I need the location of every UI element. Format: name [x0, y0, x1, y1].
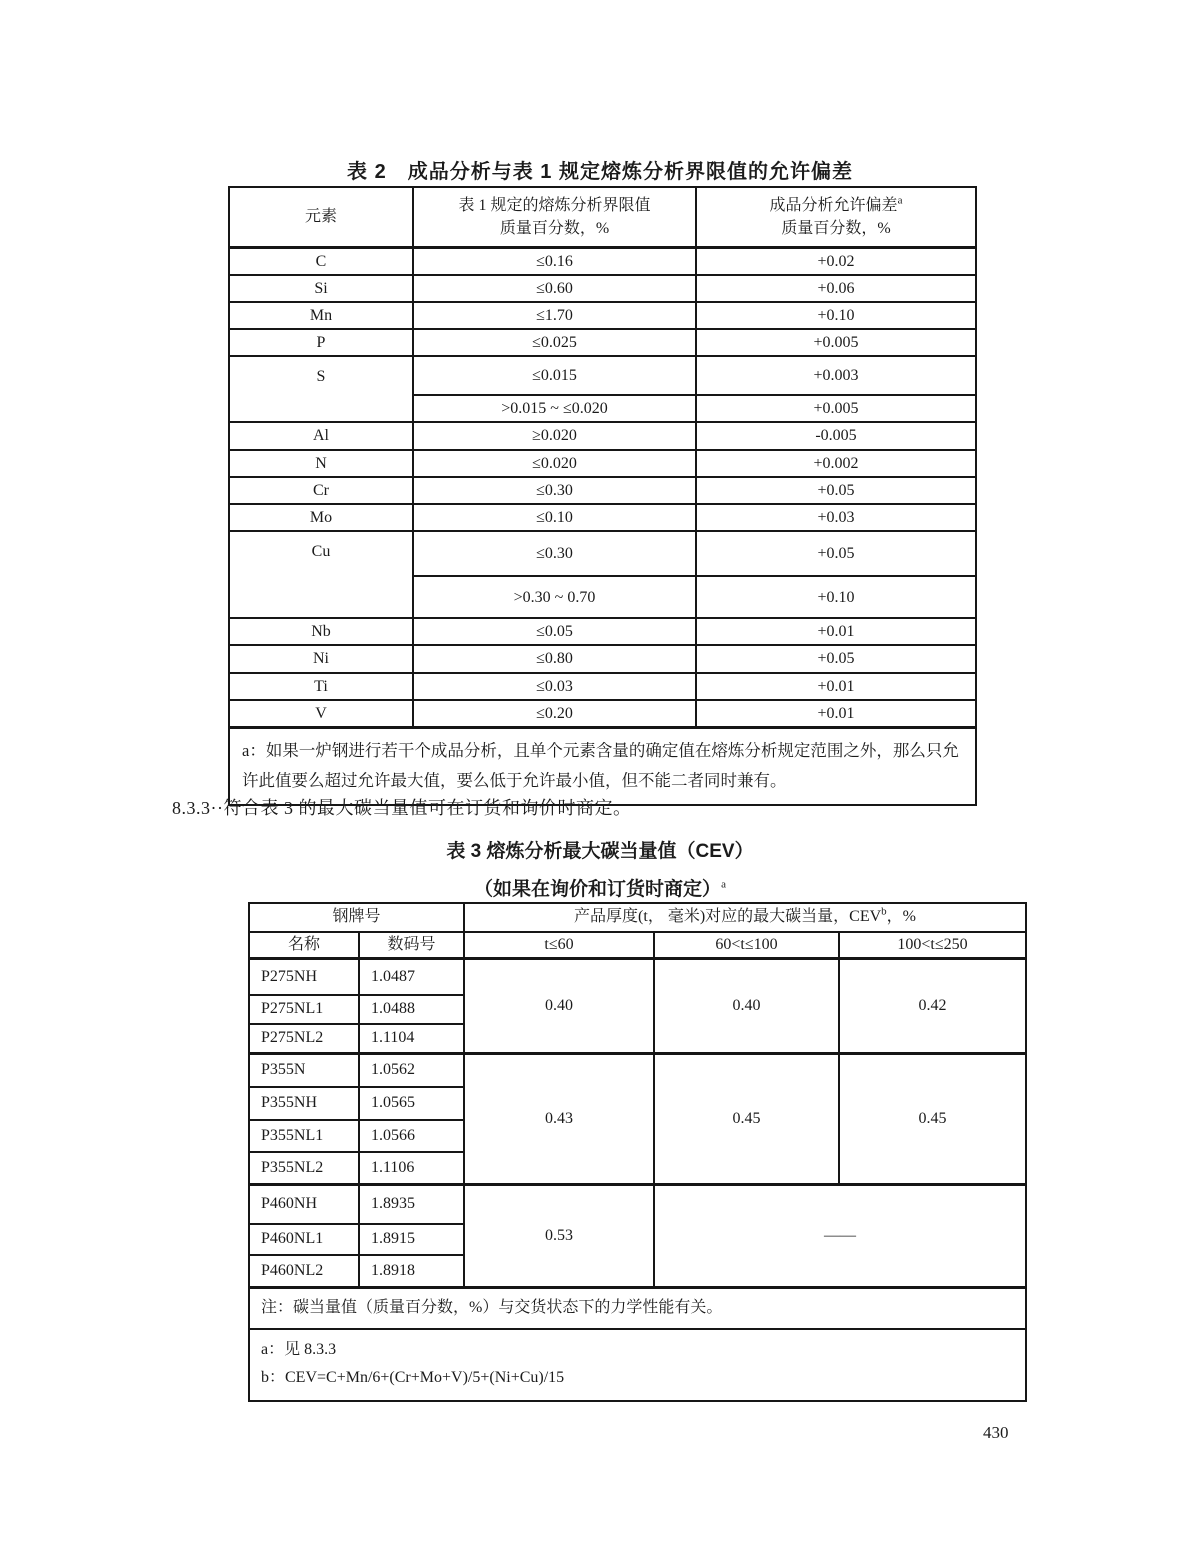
limit-cell: ≤0.30	[413, 477, 696, 504]
deviation-cell: +0.003	[696, 356, 976, 395]
table2-header-deviation-line2: 质量百分数，%	[781, 219, 891, 237]
grade-number-cell: 1.0562	[359, 1054, 464, 1087]
element-cell: Ti	[229, 673, 413, 700]
deviation-cell: +0.002	[696, 450, 976, 477]
table2-row	[229, 504, 976, 531]
deviation-cell: +0.01	[696, 673, 976, 700]
cev-value-cell: 0.45	[839, 1054, 1026, 1185]
limit-cell: ≤0.015	[413, 356, 696, 395]
cev-value-cell: 0.42	[839, 959, 1026, 1054]
table3-header-t60: t≤60	[464, 932, 654, 959]
grade-name-cell: P275NL1	[249, 995, 359, 1024]
limit-cell: ≤0.16	[413, 247, 696, 275]
element-cell: V	[229, 700, 413, 728]
limit-cell: ≤0.025	[413, 329, 696, 356]
limit-cell: ≤0.10	[413, 504, 696, 531]
grade-number-cell: 1.0488	[359, 995, 464, 1024]
table2-title: 表 2 成品分析与表 1 规定熔炼分析界限值的允许偏差	[347, 161, 853, 183]
element-cell: Mn	[229, 302, 413, 329]
element-cell: C	[229, 247, 413, 275]
grade-name-cell: P275NL2	[249, 1024, 359, 1054]
grade-name-cell: P355NL1	[249, 1120, 359, 1152]
element-cell: S	[229, 356, 413, 422]
table3-header-t250: 100<t≤250	[839, 932, 1026, 959]
element-cell: Cu	[229, 531, 413, 618]
table3-footnotes	[249, 1329, 1026, 1401]
table2-row	[229, 329, 976, 356]
table2-row	[229, 645, 976, 672]
deviation-cell: +0.01	[696, 700, 976, 728]
deviation-cell: +0.10	[696, 576, 976, 618]
table2-row	[229, 673, 976, 700]
cev-value-cell: 0.43	[464, 1054, 654, 1185]
table2-row	[229, 618, 976, 645]
element-cell: Mo	[229, 504, 413, 531]
limit-cell: ≤0.03	[413, 673, 696, 700]
deviation-cell: +0.005	[696, 395, 976, 422]
table2-row	[229, 247, 976, 275]
limit-cell: >0.30 ~ 0.70	[413, 576, 696, 618]
deviation-cell: +0.06	[696, 275, 976, 302]
deviation-cell: +0.02	[696, 247, 976, 275]
page-number: 430	[983, 1423, 1009, 1442]
table2-row	[229, 356, 976, 395]
limit-cell: ≤1.70	[413, 302, 696, 329]
deviation-cell: +0.03	[696, 504, 976, 531]
table2-header-limit	[413, 187, 696, 247]
grade-name-cell: P460NL2	[249, 1255, 359, 1288]
table2-header-deviation	[696, 187, 976, 247]
table3-row	[249, 1054, 1026, 1087]
grade-number-cell: 1.0487	[359, 959, 464, 995]
section-8-3-3-paragraph: 8.3.3··符合表 3 的最大碳当量值可在订货和询价时商定。	[172, 798, 632, 818]
grade-name-cell: P355N	[249, 1054, 359, 1087]
cev-value-cell: 0.40	[654, 959, 839, 1054]
table3	[248, 902, 1027, 1402]
table2	[228, 186, 977, 806]
element-cell: Al	[229, 422, 413, 449]
grade-name-cell: P275NH	[249, 959, 359, 995]
element-cell: Ni	[229, 645, 413, 672]
limit-cell: ≤0.60	[413, 275, 696, 302]
table3-note-row	[249, 1288, 1026, 1329]
grade-number-cell: 1.1104	[359, 1024, 464, 1054]
table2-header-row	[229, 187, 976, 247]
cev-dash-cell: ——	[654, 1185, 1026, 1288]
table3-footnote-b: b：CEV=C+Mn/6+(Cr+Mo+V)/5+(Ni+Cu)/15	[261, 1368, 565, 1386]
cev-value-cell: 0.40	[464, 959, 654, 1054]
table2-header-deviation-line1: 成品分析允许偏差$^a$	[769, 194, 903, 214]
limit-cell: >0.015 ~ ≤0.020	[413, 395, 696, 422]
table3-title-line2: （如果在询价和订货时商定）$^a$	[474, 878, 726, 900]
table3-header-grade: 钢牌号	[249, 903, 464, 932]
grade-name-cell: P460NH	[249, 1185, 359, 1224]
footnote-marker-b: b	[881, 905, 887, 918]
table3-row	[249, 1185, 1026, 1224]
grade-number-cell: 1.0566	[359, 1120, 464, 1152]
limit-cell: ≤0.80	[413, 645, 696, 672]
table3-footnote-row	[249, 1329, 1026, 1401]
footnote-marker-a: a	[897, 194, 903, 207]
limit-cell: ≤0.30	[413, 531, 696, 576]
grade-name-cell: P355NL2	[249, 1152, 359, 1185]
table3-footnote-a: a：见 8.3.3	[261, 1340, 337, 1358]
deviation-cell: +0.10	[696, 302, 976, 329]
table2-header-limit-line1: 表 1 规定的熔炼分析界限值	[458, 196, 651, 214]
table2-header-element: 元素	[229, 187, 413, 247]
table2-footnote: a：如果一炉钢进行若干个成品分析，且单个元素含量的确定值在熔炼分析规定范围之外，那么只允许此值要么超过允许最大值，要么低于允许最小值，但不能二者同时兼有。	[229, 727, 976, 805]
grade-number-cell: 1.1106	[359, 1152, 464, 1185]
table3-title-line1: 表 3 熔炼分析最大碳当量值（CEV）	[446, 841, 754, 862]
element-cell: N	[229, 450, 413, 477]
table2-row	[229, 422, 976, 449]
table2-row	[229, 531, 976, 576]
grade-number-cell: 1.8935	[359, 1185, 464, 1224]
element-cell: P	[229, 329, 413, 356]
table3-header-number: 数码号	[359, 932, 464, 959]
deviation-cell: +0.005	[696, 329, 976, 356]
table2-row	[229, 477, 976, 504]
deviation-cell: -0.005	[696, 422, 976, 449]
element-cell: Si	[229, 275, 413, 302]
limit-cell: ≤0.05	[413, 618, 696, 645]
deviation-cell: +0.05	[696, 477, 976, 504]
deviation-cell: +0.05	[696, 645, 976, 672]
table3-header-row1	[249, 903, 1026, 932]
table3-header-cev: 产品厚度(t， 毫米)对应的最大碳当量，CEV$^b$，%	[464, 903, 1026, 932]
deviation-cell: +0.05	[696, 531, 976, 576]
grade-number-cell: 1.8918	[359, 1255, 464, 1288]
table3-header-name: 名称	[249, 932, 359, 959]
table2-row	[229, 450, 976, 477]
limit-cell: ≥0.020	[413, 422, 696, 449]
table2-header-limit-line2: 质量百分数，%	[499, 219, 610, 237]
grade-name-cell: P355NH	[249, 1087, 359, 1120]
table2-row	[229, 275, 976, 302]
limit-cell: ≤0.020	[413, 450, 696, 477]
grade-number-cell: 1.8915	[359, 1224, 464, 1255]
element-cell: Nb	[229, 618, 413, 645]
table3-header-row2	[249, 932, 1026, 959]
cev-value-cell: 0.53	[464, 1185, 654, 1288]
table3-header-t100: 60<t≤100	[654, 932, 839, 959]
footnote-marker-a: a	[721, 878, 726, 891]
limit-cell: ≤0.20	[413, 700, 696, 728]
table3-row	[249, 959, 1026, 995]
table2-row	[229, 700, 976, 728]
table2-row	[229, 302, 976, 329]
deviation-cell: +0.01	[696, 618, 976, 645]
grade-name-cell: P460NL1	[249, 1224, 359, 1255]
grade-number-cell: 1.0565	[359, 1087, 464, 1120]
element-cell: Cr	[229, 477, 413, 504]
cev-value-cell: 0.45	[654, 1054, 839, 1185]
table3-note: 注：碳当量值（质量百分数，%）与交货状态下的力学性能有关。	[249, 1288, 1026, 1329]
